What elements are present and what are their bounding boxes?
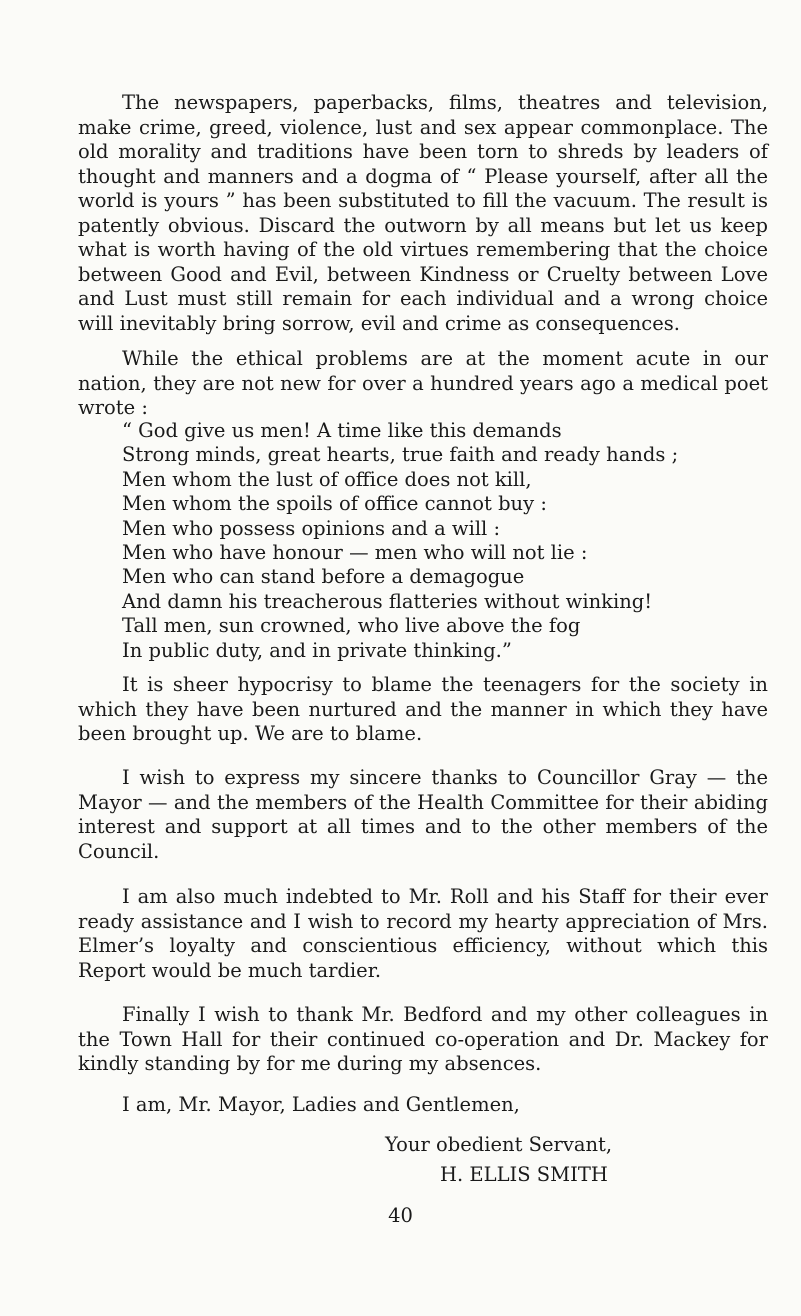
poem-line: “ God give us men! A time like this demands: [122, 419, 562, 442]
poem-line: Men who possess opinions and a will :: [122, 516, 501, 540]
poem-quotation: [122, 419, 722, 663]
poem-line: Men who have honour — men who will not lie :: [122, 541, 588, 565]
poem-line: In public duty, and in private thinking.”: [122, 638, 512, 662]
valediction: Your obedient Servant,: [385, 1133, 613, 1156]
poem-line: Men whom the lust of office does not kill,: [122, 467, 532, 491]
paragraph-ethical-problems: While the ethical problems are at the moment acute in our nation, they are not new for over a hundred years ago a medical poet wrote :: [78, 347, 768, 419]
poem-line: Men whom the spoils of office cannot buy :: [122, 492, 547, 516]
poem-line: And damn his treacherous flatteries without winking!: [122, 589, 653, 613]
poem-line: Tall men, sun crowned, who live above the fog: [122, 614, 581, 638]
page-number: 40: [388, 1204, 413, 1227]
salutation: I am, Mr. Mayor, Ladies and Gentlemen,: [122, 1093, 520, 1116]
paragraph-thanks-staff: I am also much indebted to Mr. Roll and his Staff for their ever ready assistance and I wish to record my hearty appreciation of Mrs. Elmer’s loyalty and conscientious efficiency, without which this Report would be much tardier.: [78, 885, 768, 982]
paragraph-thanks-council: I wish to express my sincere thanks to Councillor Gray — the Mayor — and the members of the Health Committee for their abiding interest and support at all times and to the other members of the Council.: [78, 766, 768, 863]
paragraph-hypocrisy: It is sheer hypocrisy to blame the teenagers for the society in which they have been nurtured and the manner in which they have been brought up. We are to blame.: [78, 673, 768, 745]
paragraph-thanks-colleagues: Finally I wish to thank Mr. Bedford and my other colleagues in the Town Hall for their continued co-operation and Dr. Mackey for kindly standing by for me during my absences.: [78, 1003, 768, 1075]
poem-line: Men who can stand before a demagogue: [122, 565, 525, 589]
poem-line: Strong minds, great hearts, true faith and ready hands ;: [122, 443, 679, 467]
paragraph-media-morality: The newspapers, paperbacks, films, theatres and television, make crime, greed, violence, lust and sex appear commonplace. The old morality and traditions have been torn to shreds by leaders of thought and manners and a dogma of “ Please yourself, after all the world is yours ” has been substituted to fill the vacuum. The result is patently obvious. Discard the outworn by all means but let us keep what is worth having of the old virtues remembering that the choice between Good and Evil, between Kindness or Cruelty between Love and Lust must still remain for each individual and a wrong choice will inevitably bring sorrow, evil and crime as consequences.: [78, 91, 768, 335]
signature: H. ELLIS SMITH: [440, 1163, 608, 1186]
